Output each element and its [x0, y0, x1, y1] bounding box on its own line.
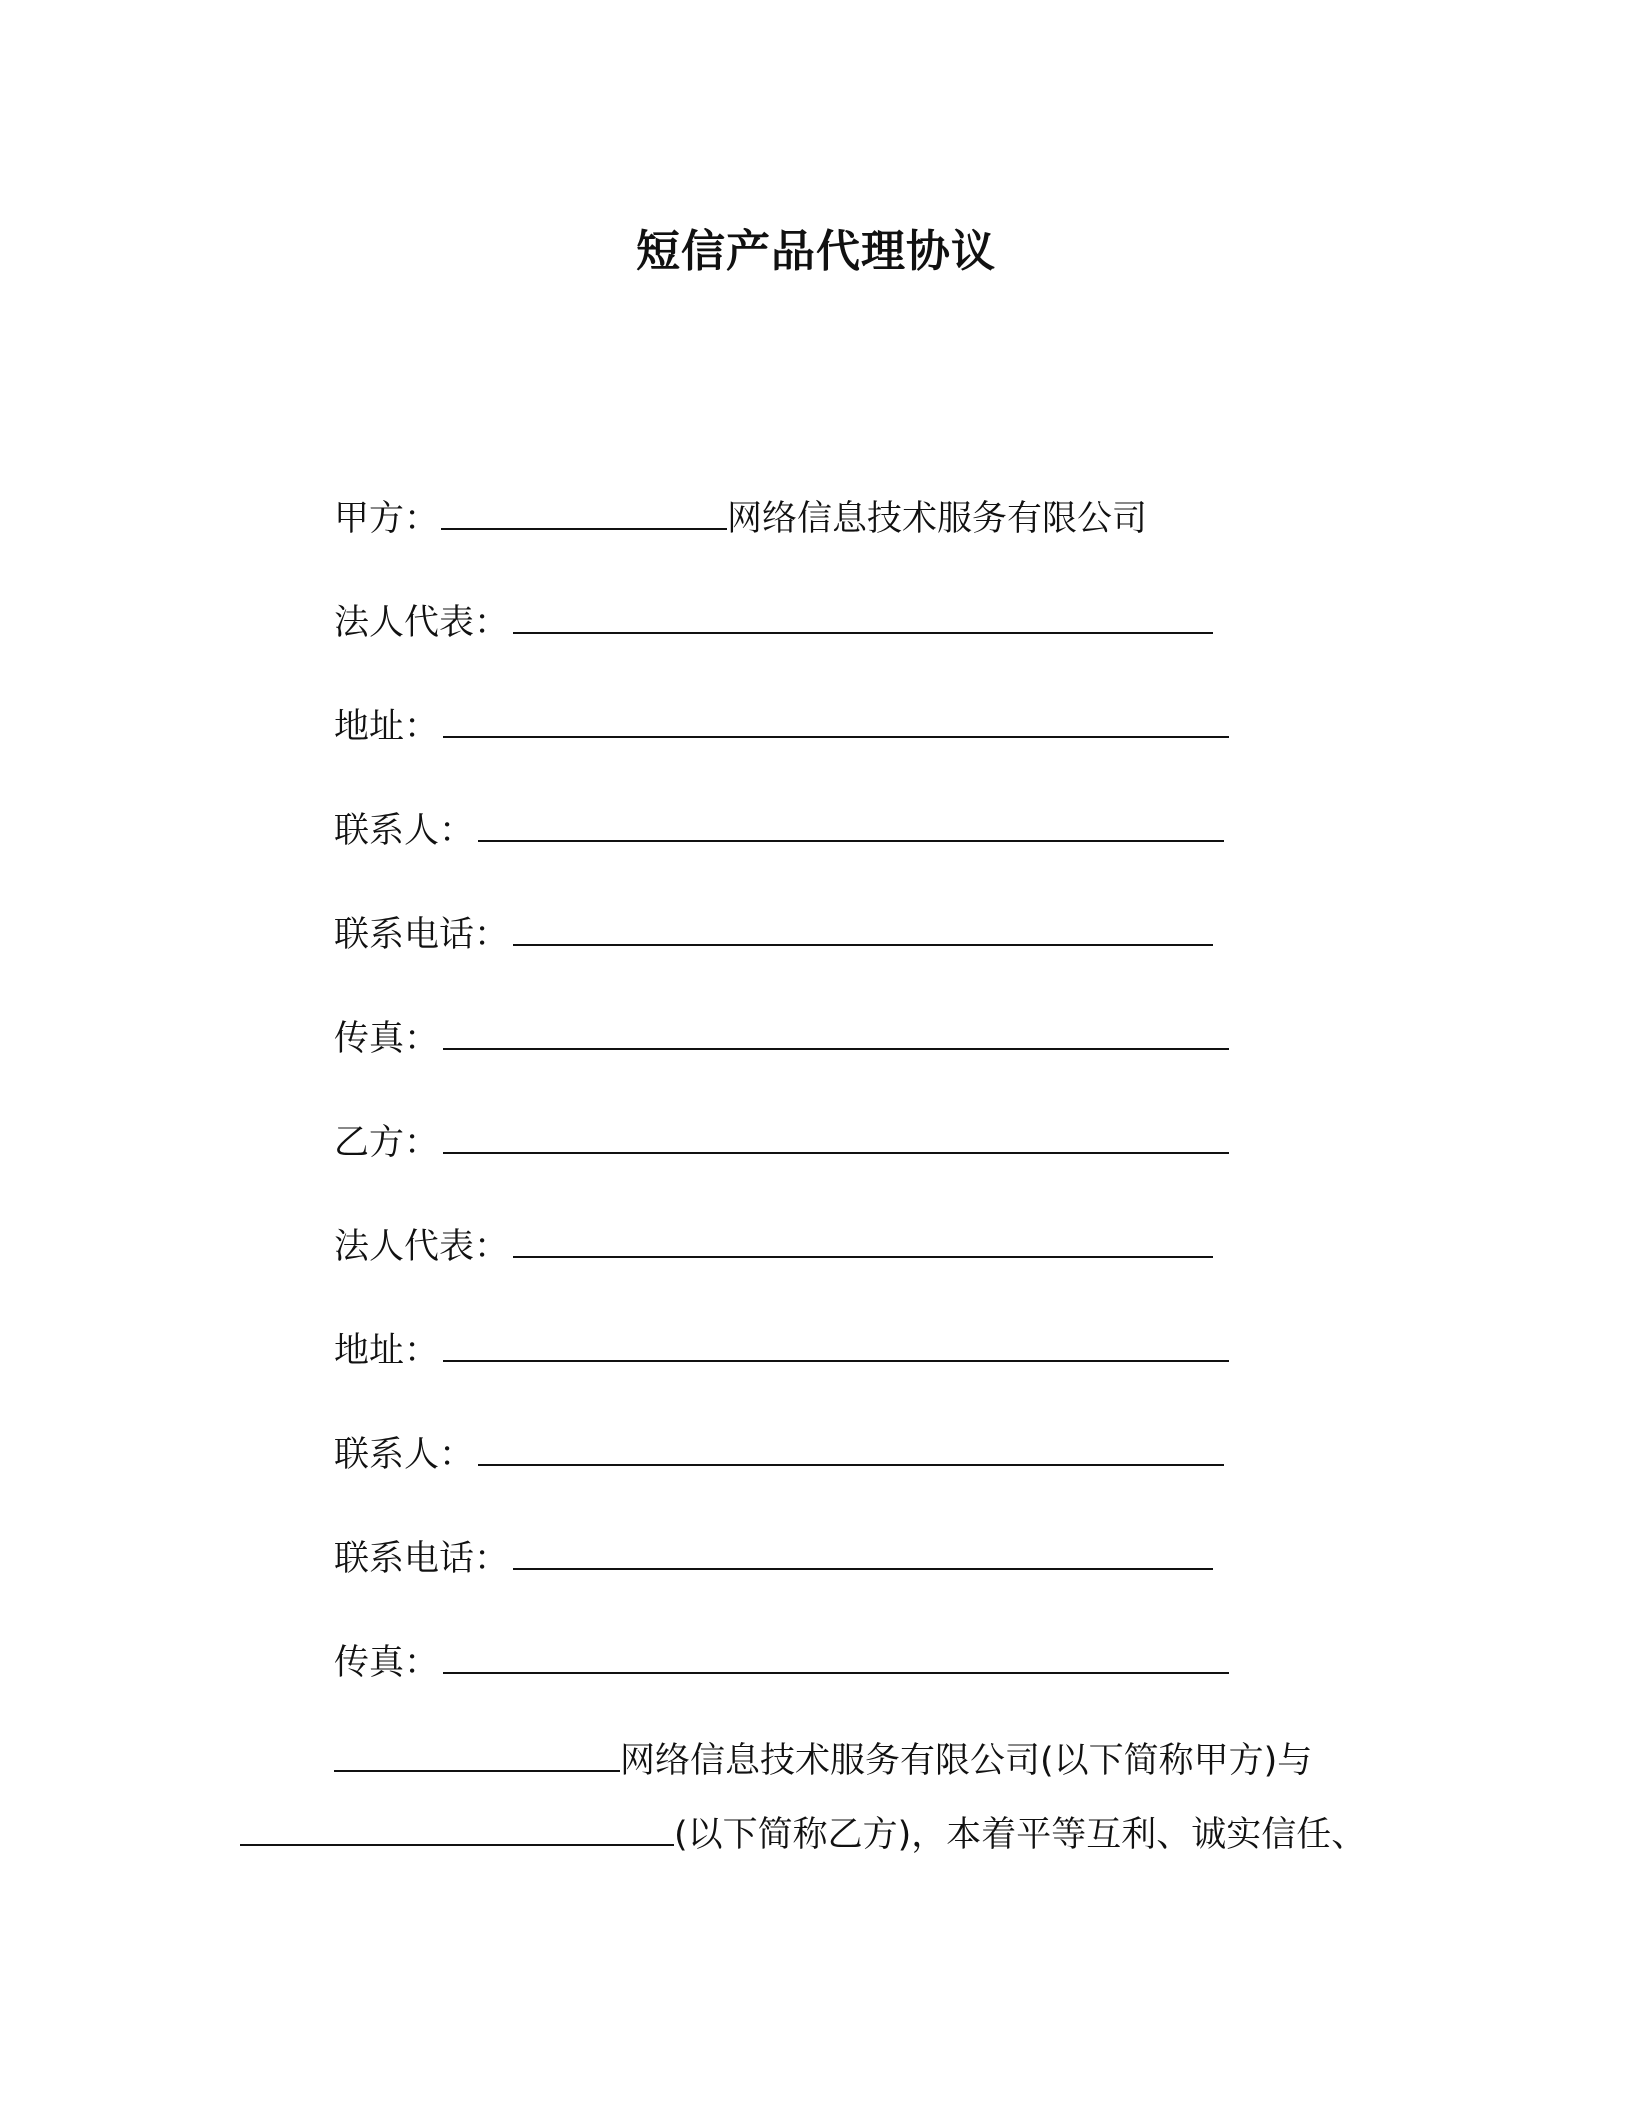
party-b-label: 乙方：	[334, 1123, 440, 1163]
party-a-address-blank	[443, 702, 1229, 738]
party-a-legal-rep-line	[334, 598, 1213, 647]
party-a-fax-line	[334, 1014, 1229, 1063]
party-a-address-line	[334, 702, 1229, 751]
party-a-fax-blank	[443, 1014, 1229, 1050]
body-line-1-text: 网络信息技术服务有限公司(以下简称甲方)与	[620, 1741, 1313, 1781]
party-a-fax-label: 传真：	[334, 1019, 440, 1059]
party-a-phone-blank	[513, 910, 1213, 946]
party-b-legal-rep-blank	[513, 1222, 1213, 1258]
party-a-address-label: 地址：	[334, 707, 440, 747]
party-a-legal-rep-label: 法人代表：	[334, 603, 510, 643]
party-a-legal-rep-blank	[513, 598, 1213, 634]
party-b-fax-blank	[443, 1638, 1229, 1674]
body-party-b-blank	[240, 1810, 674, 1846]
party-a-company-suffix: 网络信息技术服务有限公司	[727, 499, 1148, 539]
party-a-line	[334, 494, 1147, 543]
party-a-contact-blank	[478, 806, 1224, 842]
party-b-address-label: 地址：	[334, 1331, 440, 1371]
party-a-phone-label: 联系电话：	[334, 915, 510, 955]
document-title: 短信产品代理协议	[636, 226, 996, 277]
party-b-address-line	[334, 1326, 1229, 1375]
party-a-label: 甲方：	[334, 499, 440, 539]
party-b-contact-line	[334, 1430, 1224, 1479]
party-a-contact-label: 联系人：	[334, 811, 475, 851]
body-line-2	[240, 1810, 1366, 1859]
body-line-2-text: (以下简称乙方)，本着平等互利、诚实信任、	[674, 1815, 1367, 1855]
party-b-contact-label: 联系人：	[334, 1435, 475, 1475]
party-b-phone-label: 联系电话：	[334, 1539, 510, 1579]
party-b-name-blank	[443, 1118, 1229, 1154]
party-a-phone-line	[334, 910, 1213, 959]
body-party-a-blank	[334, 1736, 620, 1772]
party-b-fax-label: 传真：	[334, 1643, 440, 1683]
party-b-line	[334, 1118, 1229, 1167]
party-b-fax-line	[334, 1638, 1229, 1687]
party-b-legal-rep-line	[334, 1222, 1213, 1271]
party-b-phone-line	[334, 1534, 1213, 1583]
party-b-legal-rep-label: 法人代表：	[334, 1227, 510, 1267]
body-line-1	[334, 1736, 1312, 1785]
party-b-phone-blank	[513, 1534, 1213, 1570]
party-a-contact-line	[334, 806, 1224, 855]
party-a-name-blank	[441, 494, 727, 530]
party-b-contact-blank	[478, 1430, 1224, 1466]
party-b-address-blank	[443, 1326, 1229, 1362]
